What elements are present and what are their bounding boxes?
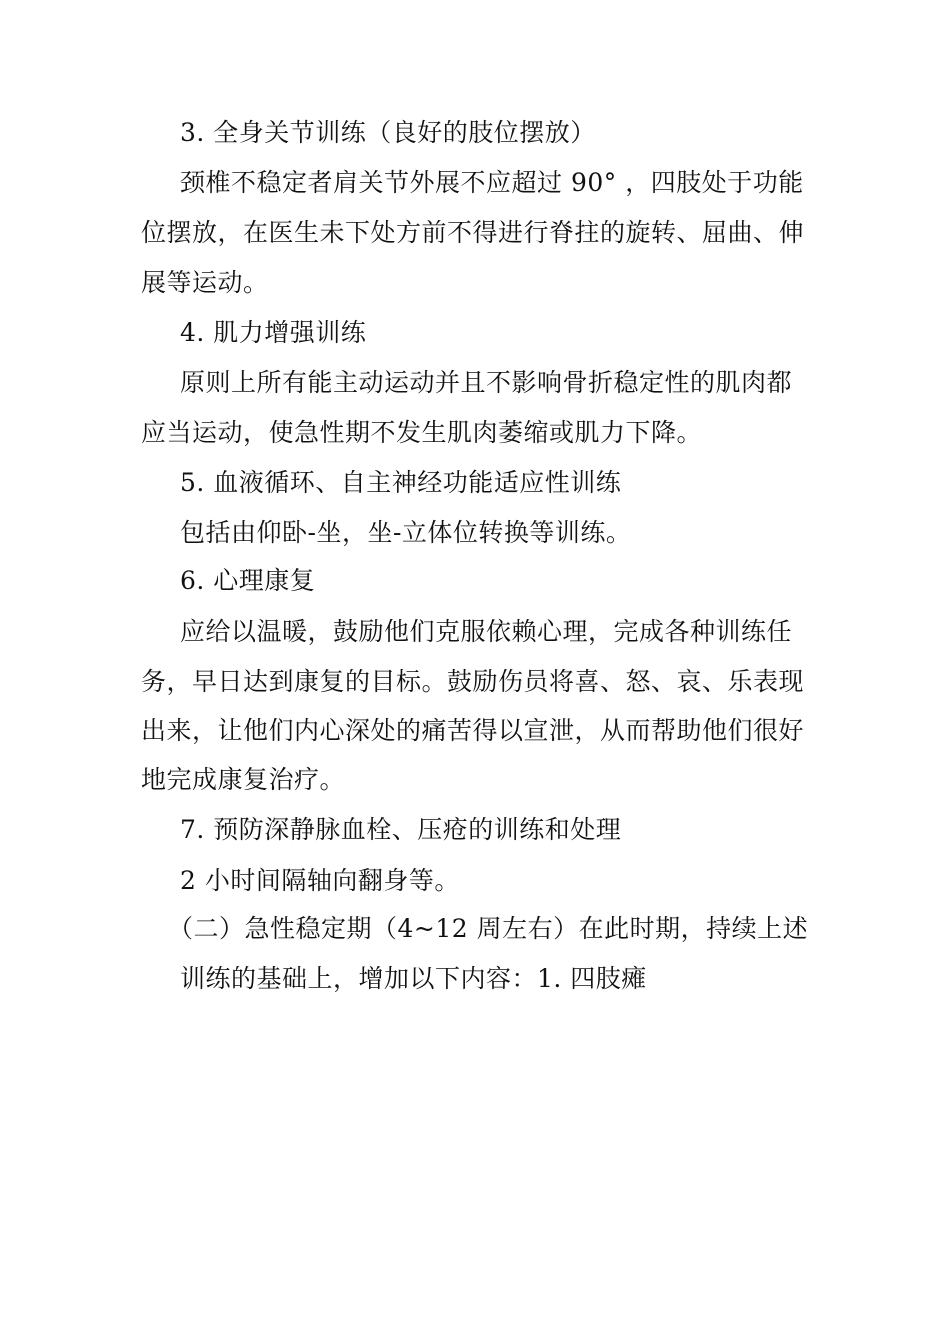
- heading-psychological-rehab: 6. 心理康复: [180, 566, 316, 595]
- heading-muscle-training: 4. 肌力增强训练: [180, 318, 367, 347]
- paragraph-line: 应当运动，使急性期不发生肌肉萎缩或肌力下降。: [141, 418, 703, 447]
- heading-joint-training: 3. 全身关节训练（良好的肢位摆放）: [180, 118, 596, 147]
- paragraph-line: 颈椎不稳定者肩关节外展不应超过 90° ，四肢处于功能: [180, 168, 804, 197]
- paragraph-line: 展等运动。: [141, 268, 269, 297]
- paragraph-line: 务，早日达到康复的目标。鼓励伤员将喜、怒、哀、乐表现: [141, 667, 805, 696]
- heading-circulation-training: 5. 血液循环、自主神经功能适应性训练: [180, 468, 622, 497]
- paragraph-line: 2 小时间隔轴向翻身等。: [180, 866, 460, 895]
- section-heading-acute-stable: （二）急性稳定期（4~12 周左右）在此时期，持续上述: [168, 914, 809, 943]
- paragraph-line: 包括由仰卧-坐，坐-立体位转换等训练。: [180, 518, 632, 547]
- paragraph-line: 位摆放，在医生未下处方前不得进行脊拄的旋转、屈曲、伸: [141, 218, 805, 247]
- heading-thrombosis-prevention: 7. 预防深静脉血栓、压疮的训练和处理: [180, 815, 622, 844]
- paragraph-line: 地完成康复治疗。: [141, 765, 346, 794]
- paragraph-line: 出来，让他们内心深处的痛苦得以宣泄，从而帮助他们很好: [141, 716, 805, 745]
- paragraph-line: 原则上所有能主动运动并且不影响骨折稳定性的肌肉都: [180, 368, 793, 397]
- paragraph-line: 训练的基础上，增加以下内容：1. 四肢瘫: [180, 964, 647, 993]
- paragraph-line: 应给以温暖，鼓励他们克服依赖心理，完成各种训练任: [180, 617, 793, 646]
